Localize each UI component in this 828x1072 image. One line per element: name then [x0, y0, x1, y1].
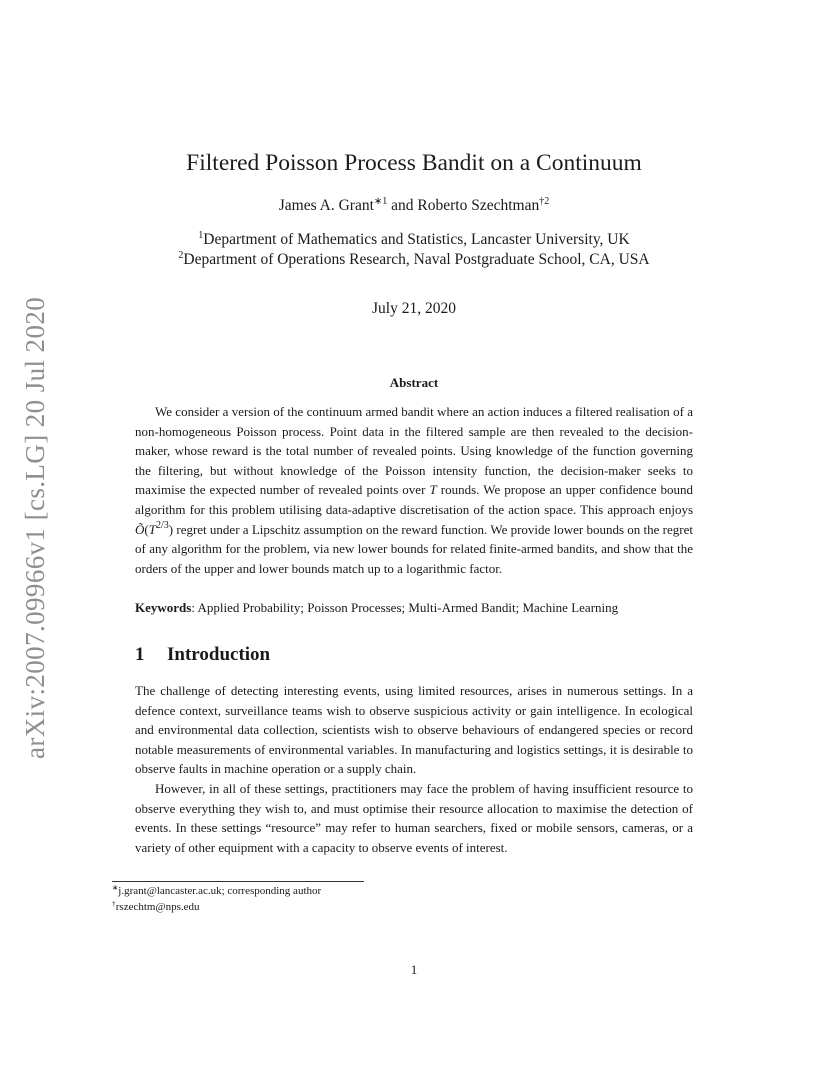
section-heading [135, 644, 693, 666]
footnote-1-text: j.grant@lancaster.ac.uk; corresponding author [118, 885, 322, 897]
abstract-text-3: regret under a Lipschitz assumption on the reward function. We provide lower bounds on the regret of any algorithm for the problem, via new lower bounds for related finite-armed bandits, and show that the orders of the upper and lower bounds match up to a logarithmic factor. [135, 521, 693, 576]
arxiv-identifier-stamp: arXiv:2007.09966v1 [cs.LG] 20 Jul 2020 [20, 296, 50, 759]
intro-paragraph-1: The challenge of detecting interesting events, using limited resources, arises in numerous settings. In a defence context, surveillance teams wish to observe suspicious activity or gain intelligence. In ecological and environmental data collection, scientists wish to observe behaviours of endangered species or record notable measurements of environmental variables. In manufacturing and logistics settings, it is desirable to observe faults in machine operation or a supply chain. [135, 683, 693, 777]
affiliation-2-mark: 2 [178, 250, 184, 261]
affiliation-1 [0, 231, 828, 249]
paper-title: Filtered Poisson Process Bandit on a Continuum [186, 150, 642, 176]
affiliation-2 [0, 251, 828, 269]
footnote-1-mark: ∗ [112, 883, 119, 892]
intro-paragraph-2: However, in all of these settings, practitioners may face the problem of having insufficient resource to observe everything they wish to, and must optimise their resource allocation to maximise the detection of events. In these settings “resource” may refer to human searchers, fixed or mobile sensors, cameras, or a variety of other equipment with a capacity to observe events of interest. [135, 781, 693, 855]
affiliation-1-text: Department of Mathematics and Statistics, Lancaster University, UK [203, 231, 630, 248]
page-number: 1 [410, 962, 418, 977]
regret-exponent: 2/3 [155, 519, 169, 531]
footnote-2-text: rszechtm@nps.edu [115, 901, 200, 913]
paper-date: July 21, 2020 [372, 300, 456, 317]
regret-symbol: Õ [135, 521, 145, 537]
affiliation-2-text: Department of Operations Research, Naval Postgraduate School, CA, USA [183, 251, 650, 268]
footnote-rule [112, 881, 364, 882]
abstract-text-1: We consider a version of the continuum armed bandit where an action induces a filtered realisation of a non-homogeneous Poisson process. Point data in the filtered sample are then revealed to the decision-maker, whose reward is the total number of revealed points. Using knowledge of the function governing the filtering, but without knowledge of the Poisson intensity function, the decision-maker seeks to maximise the expected number of revealed points over [135, 404, 693, 498]
section-number: 1 [135, 644, 145, 665]
footnote-2 [112, 900, 672, 915]
footnote-1 [112, 884, 672, 899]
keywords-label: Keywords [135, 600, 192, 615]
footnote-2-mark: † [112, 899, 116, 908]
author-line [0, 197, 828, 215]
abstract-heading: Abstract [389, 375, 439, 390]
author-1-mark: ∗1 [373, 196, 388, 207]
author-2: Roberto Szechtman [417, 197, 540, 214]
abstract-body [135, 402, 693, 578]
regret-close-paren: ) [168, 521, 174, 537]
author-2-mark: †2 [539, 196, 550, 207]
regret-base: T [148, 521, 156, 537]
abstract-text-2: rounds. We propose an upper confidence bound algorithm for this problem utilising data-adaptive discretisation of the action space. This approach enjoys [135, 482, 694, 517]
keywords-list: : Applied Probability; Poisson Processes; Multi-Armed Bandit; Machine Learning [191, 600, 619, 615]
affiliation-1-mark: 1 [198, 230, 204, 241]
keywords-line [135, 598, 693, 618]
rounds-variable: T [429, 482, 437, 498]
section-title: Introduction [167, 644, 271, 665]
author-conjunction: and [391, 197, 414, 214]
regret-open-paren: ( [144, 521, 149, 537]
author-1: James A. Grant [278, 197, 374, 214]
